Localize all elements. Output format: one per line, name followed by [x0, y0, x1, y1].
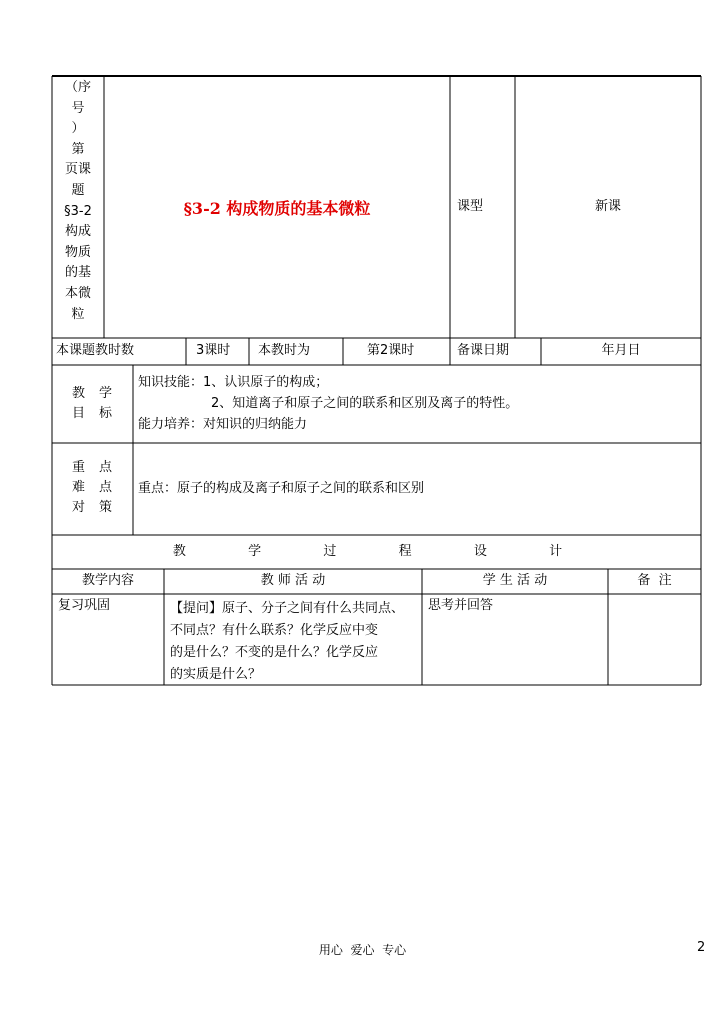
objectives-label-line: 目标 — [71, 406, 126, 421]
objective-line-2: 2、知道离子和原子之间的联系和区别及离子的特性。 — [211, 396, 519, 411]
seq-char: 号 — [71, 100, 85, 116]
this-lesson-value: 第2课时 — [367, 343, 415, 358]
col-header-content: 教学内容 — [81, 573, 134, 588]
keypoints-label — [52, 458, 132, 518]
page-number: 2 — [697, 940, 706, 955]
row-teacher-activity — [170, 598, 404, 686]
keypoints-label-line: 对策 — [71, 500, 126, 515]
process-header: 教 学 过 程 设 计 — [172, 544, 581, 559]
lesson-type-value: 新课 — [594, 199, 621, 214]
objectives-label-line: 教学 — [71, 386, 126, 401]
seq-char: 的基 — [64, 265, 91, 281]
teacher-line: 的实质是什么？ — [170, 667, 262, 682]
objective-line-3: 能力培养：对知识的归纳能力 — [138, 417, 308, 432]
keypoints-label-line: 难点 — [71, 480, 126, 495]
lesson-type-label: 课型 — [457, 199, 484, 214]
col-header-student: 学 生 活 动 — [482, 573, 548, 588]
row-content: 复习巩固 — [58, 598, 111, 613]
footer-text: 用心 爱心 专心 — [318, 943, 407, 957]
row-student-activity: 思考并回答 — [428, 598, 494, 613]
keypoints-text: 重点：原子的构成及离子和原子之间的联系和区别 — [138, 481, 425, 496]
seq-char: 粒 — [71, 306, 85, 322]
col-header-notes: 备 注 — [637, 573, 672, 588]
sequence-column — [52, 78, 104, 325]
hours-value: 3课时 — [196, 343, 231, 358]
teacher-line: 的是什么？不变的是什么？化学反应 — [170, 645, 379, 660]
seq-char: ） — [71, 121, 85, 137]
teacher-line: 【提问】原子、分子之间有什么共同点、 — [170, 601, 405, 616]
teacher-line: 不同点？有什么联系？化学反应中变 — [170, 623, 379, 638]
prep-date-label: 备课日期 — [457, 343, 510, 358]
objectives-label — [52, 384, 132, 424]
seq-char: 第 — [71, 141, 85, 157]
lesson-title: §3-2 构成物质的基本微粒 — [183, 199, 371, 218]
prep-date-value: 年月日 — [601, 343, 641, 358]
objective-line-1: 知识技能：1、认识原子的构成； — [138, 375, 329, 390]
seq-char: 页课 — [64, 162, 91, 178]
seq-char: 本微 — [64, 285, 91, 301]
seq-char: 物质 — [64, 244, 91, 260]
seq-char: 构成 — [64, 224, 91, 240]
hours-label: 本课题教时数 — [56, 343, 135, 358]
seq-char: §3-2 — [64, 203, 92, 219]
seq-char: （序 — [64, 80, 91, 95]
seq-char: 题 — [71, 182, 85, 198]
keypoints-label-line: 重点 — [71, 460, 126, 475]
col-header-teacher: 教 师 活 动 — [260, 573, 326, 588]
this-lesson-label: 本教时为 — [258, 343, 311, 358]
